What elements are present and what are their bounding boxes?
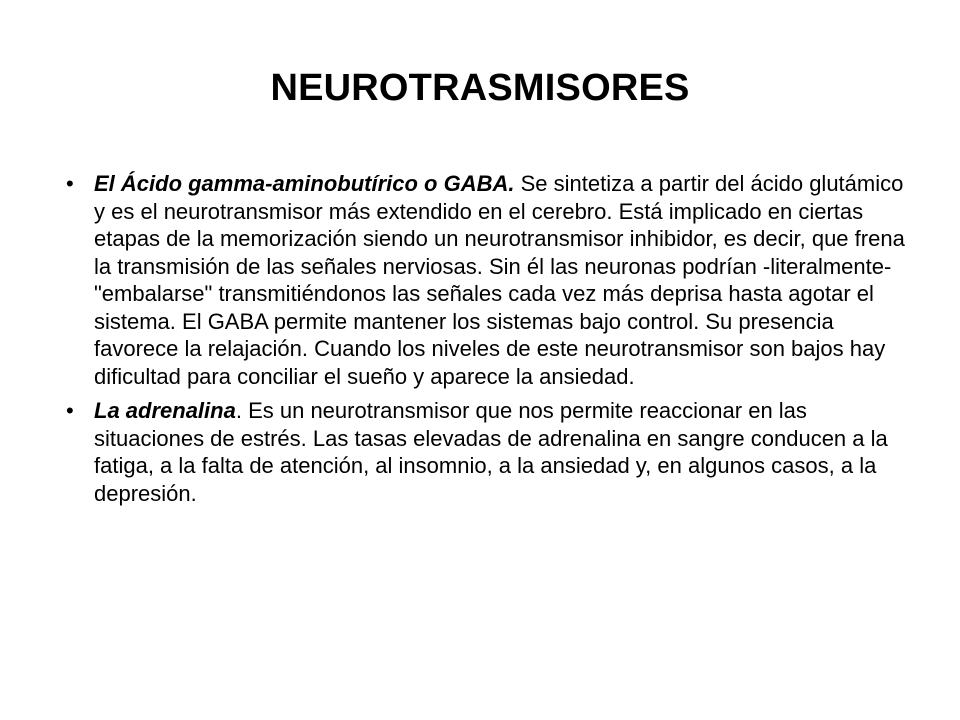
bullet-gaba [66, 170, 906, 390]
bullet-adrenalina-text: . Es un neurotransmisor que nos permite reaccionar en las situaciones de estrés. Las tasas elevadas de adrenalina en sangre conducen a la fatiga, a la falta de atención, al insomnio, a la ansiedad y, en algunos casos, a la depresión. [94, 398, 888, 506]
slide-title: NEUROTRASMISORES [270, 67, 690, 109]
bullet-adrenalina-lead: La adrenalina [94, 398, 236, 423]
bullet-gaba-lead: El Ácido gamma-aminobutírico o GABA. [94, 171, 515, 196]
bullet-gaba-text: Se sintetiza a partir del ácido glutámico y es el neurotransmisor más extendido en el cerebro. Está implicado en ciertas etapas de la memorización siendo un neurotransmisor inhibidor, es decir, que frena la transmisión de las señales nerviosas. Sin él las neuronas podrían -literalmente- "embalarse" transmitiéndonos las señales cada vez más deprisa hasta agotar el sistema. El GABA permite mantener los sistemas bajo control. Su presencia favorece la relajación. Cuando los niveles de este neurotransmisor son bajos hay dificultad para conciliar el sueño y aparece la ansiedad. [94, 171, 905, 389]
bullet-dot-icon: • [66, 398, 74, 423]
bullet-adrenalina [66, 397, 906, 507]
bullet-dot-icon: • [66, 171, 74, 196]
slide-content [66, 170, 906, 514]
